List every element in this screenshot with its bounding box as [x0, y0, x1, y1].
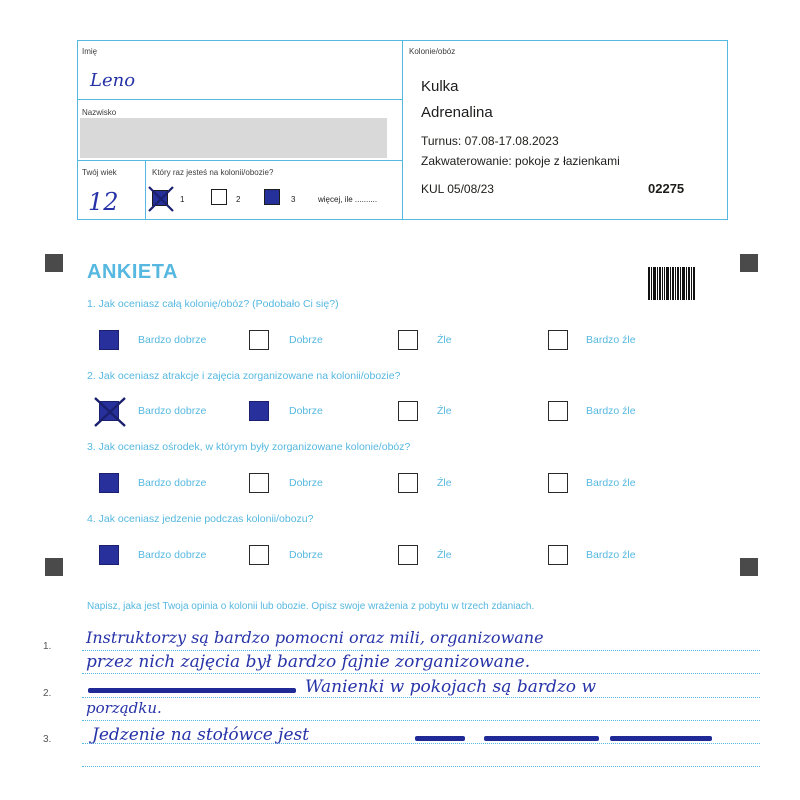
wiek-value: 12	[88, 188, 119, 216]
opinion-text-line: porządku.	[86, 699, 162, 717]
crossed-out-text	[88, 688, 296, 693]
registration-mark	[45, 254, 63, 272]
q1-checkbox-bardzo-dobrze[interactable]	[99, 330, 119, 350]
form-number: 02275	[648, 181, 685, 196]
q2-checkbox-bardzo-zle[interactable]	[548, 401, 568, 421]
q2-option-label: Bardzo dobrze	[138, 405, 207, 417]
writing-line	[82, 673, 760, 674]
registration-mark	[45, 558, 63, 576]
kolonie-label: Kolonie/obóz	[409, 47, 456, 56]
line-number: 3.	[43, 734, 52, 745]
ktory-raz-label: Który raz jesteś na kolonii/obozie?	[152, 168, 274, 177]
q4-checkbox-bardzo-dobrze[interactable]	[99, 545, 119, 565]
q1-option-label: Bardzo dobrze	[138, 334, 207, 346]
registration-mark	[740, 558, 758, 576]
header-divider	[77, 160, 402, 161]
ktory-raz-option-3: 3	[291, 195, 296, 204]
x-mark-icon	[147, 185, 175, 213]
ktory-raz-checkbox-1[interactable]	[152, 190, 168, 206]
q3-option-label: Dobrze	[289, 477, 323, 489]
q4-checkbox-dobrze[interactable]	[249, 545, 269, 565]
ktory-raz-option-1: 1	[180, 195, 185, 204]
q1-option-label: Dobrze	[289, 334, 323, 346]
question-3: 3. Jak oceniasz ośrodek, w którym były zorganizowane kolonie/obóz?	[87, 441, 411, 453]
question-2: 2. Jak oceniasz atrakcje i zajęcia zorganizowane na kolonii/obozie?	[87, 370, 401, 382]
q1-checkbox-bardzo-zle[interactable]	[548, 330, 568, 350]
imie-value: Leno	[90, 70, 136, 91]
q2-option-label: Źle	[437, 405, 452, 417]
registration-mark	[740, 254, 758, 272]
writing-line	[82, 697, 760, 698]
crossed-out-text	[484, 736, 599, 741]
q4-option-label: Dobrze	[289, 549, 323, 561]
opinion-text-line: przez nich zajęcia był bardzo fajnie zorganizowane.	[86, 652, 531, 672]
line-number: 2.	[43, 688, 52, 699]
q3-option-label: Bardzo dobrze	[138, 477, 207, 489]
x-mark-icon	[93, 395, 127, 429]
barcode	[648, 267, 700, 300]
header-divider	[145, 160, 146, 220]
q4-checkbox-zle[interactable]	[398, 545, 418, 565]
ktory-raz-checkbox-2[interactable]	[211, 189, 227, 205]
q3-option-label: Bardzo źle	[586, 477, 636, 489]
header-divider	[77, 99, 402, 100]
code: KUL 05/08/23	[421, 182, 494, 196]
q3-checkbox-bardzo-zle[interactable]	[548, 473, 568, 493]
kolonia-program: Adrenalina	[421, 104, 493, 121]
imie-label: Imię	[82, 47, 98, 56]
crossed-out-text	[415, 736, 465, 741]
q2-checkbox-dobrze[interactable]	[249, 401, 269, 421]
q1-option-label: Bardzo źle	[586, 334, 636, 346]
header-divider-vertical	[402, 40, 403, 220]
ktory-raz-option-2: 2	[236, 195, 241, 204]
writing-line	[82, 650, 760, 651]
question-4: 4. Jak oceniasz jedzenie podczas kolonii/obozu?	[87, 513, 314, 525]
writing-line	[82, 766, 760, 767]
nazwisko-label: Nazwisko	[82, 108, 117, 117]
q3-checkbox-bardzo-dobrze[interactable]	[99, 473, 119, 493]
q2-checkbox-zle[interactable]	[398, 401, 418, 421]
q4-option-label: Bardzo dobrze	[138, 549, 207, 561]
nazwisko-redacted	[80, 118, 387, 158]
q2-checkbox-bardzo-dobrze[interactable]	[99, 401, 119, 421]
ktory-raz-option-more: więcej, ile ..........	[318, 195, 378, 204]
opinion-intro: Napisz, jaka jest Twoja opinia o kolonii lub obozie. Opisz swoje wrażenia z pobytu w trzech zdaniach.	[87, 601, 535, 612]
opinion-text-line: Wanienki w pokojach są bardzo w	[305, 677, 596, 697]
q3-option-label: Źle	[437, 477, 452, 489]
zakwaterowanie: Zakwaterowanie: pokoje z łazienkami	[421, 154, 620, 168]
crossed-out-text	[610, 736, 712, 741]
q4-option-label: Źle	[437, 549, 452, 561]
kolonia-name: Kulka	[421, 78, 459, 95]
q3-checkbox-zle[interactable]	[398, 473, 418, 493]
turnus: Turnus: 07.08-17.08.2023	[421, 134, 559, 148]
q3-checkbox-dobrze[interactable]	[249, 473, 269, 493]
writing-line	[82, 720, 760, 721]
q2-option-label: Dobrze	[289, 405, 323, 417]
q1-option-label: Źle	[437, 334, 452, 346]
question-1: 1. Jak oceniasz całą kolonię/obóz? (Podobało Ci się?)	[87, 298, 339, 310]
ktory-raz-checkbox-3[interactable]	[264, 189, 280, 205]
q1-checkbox-dobrze[interactable]	[249, 330, 269, 350]
survey-title: ANKIETA	[87, 261, 178, 283]
q1-checkbox-zle[interactable]	[398, 330, 418, 350]
opinion-text-line: Jedzenie na stołówce jest	[92, 725, 310, 745]
q2-option-label: Bardzo źle	[586, 405, 636, 417]
wiek-label: Twój wiek	[82, 168, 117, 177]
opinion-text-line: Instruktorzy są bardzo pomocni oraz mili, organizowane	[86, 628, 544, 647]
line-number: 1.	[43, 641, 52, 652]
q4-option-label: Bardzo źle	[586, 549, 636, 561]
q4-checkbox-bardzo-zle[interactable]	[548, 545, 568, 565]
